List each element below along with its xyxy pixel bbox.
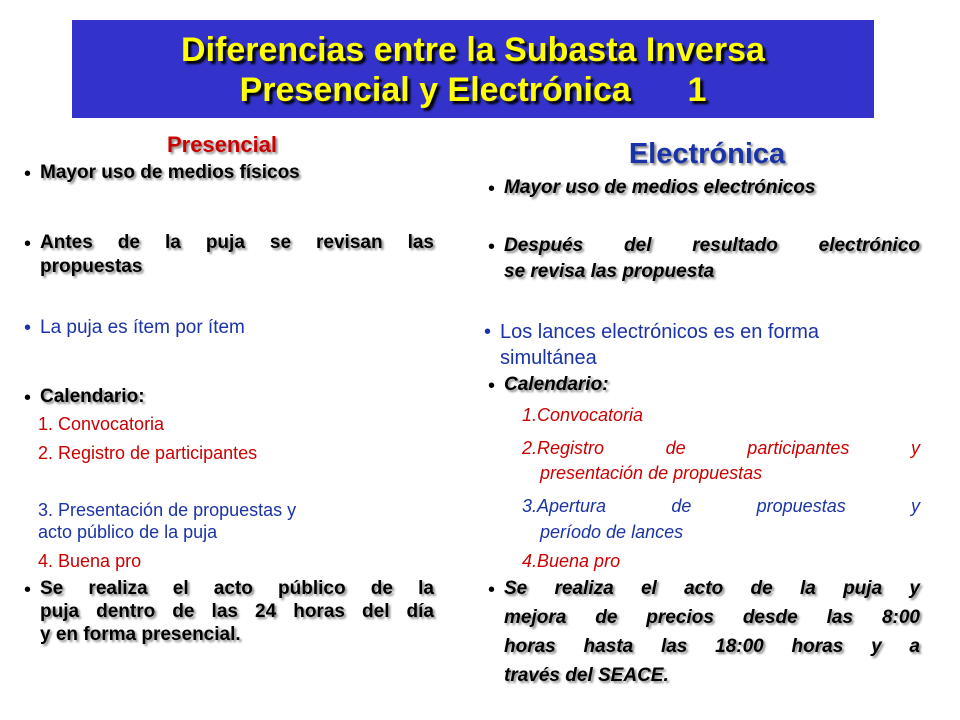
presencial-item-public-act-cont-2: y en forma presencial. (40, 624, 241, 645)
presencial-cal-presentacion-cont: acto público de la puja (38, 522, 218, 542)
electronica-item-simultaneous-cont: simultánea (500, 347, 597, 369)
electronica-item-review-after-cont: se revisa las propuesta (504, 261, 715, 282)
presencial-heading: Presencial (166, 132, 278, 157)
bullet-icon: • (24, 387, 32, 409)
bullet-icon: • (24, 579, 32, 601)
presencial-item-review-before: Antes de la puja se revisan las (40, 232, 434, 253)
presencial-item-public-act-cont-1: puja dentro de las 24 horas del día (40, 601, 434, 622)
bullet-icon: • (24, 317, 32, 339)
presencial-item-calendar: Calendario: (40, 386, 145, 407)
electronica-item-electronic-media: Mayor uso de medios electrónicos (504, 177, 816, 198)
presencial-cal-buena-pro: 4. Buena pro (38, 551, 142, 571)
presencial-item-public-act: Se realiza el acto público de la (40, 578, 434, 599)
electronica-item-auction-act-cont-1: mejora de precios desde las 8:00 (504, 607, 920, 628)
electronica-heading: Electrónica (628, 138, 786, 170)
bullet-icon: • (24, 233, 32, 255)
presencial-item-review-before-cont: propuestas (40, 256, 143, 277)
presencial-cal-registro: 2. Registro de participantes (38, 443, 258, 463)
electronica-item-simultaneous: Los lances electrónicos es en forma (500, 321, 820, 343)
presencial-cal-presentacion: 3. Presentación de propuestas y (38, 500, 297, 520)
electronica-item-auction-act: Se realiza el acto de la puja y (504, 578, 920, 599)
presencial-item-per-item: La puja es ítem por ítem (40, 317, 245, 338)
electronica-cal-apertura: 3.Apertura de propuestas y (522, 496, 920, 516)
electronica-cal-apertura-cont: período de lances (540, 522, 684, 542)
bullet-icon: • (488, 579, 496, 601)
electronica-cal-registro: 2.Registro de participantes y (522, 438, 920, 458)
presencial-cal-convocatoria: 1. Convocatoria (38, 414, 165, 434)
slide-title-line-1: Diferencias entre la Subasta Inversa (181, 31, 765, 69)
presencial-item-physical-media: Mayor uso de medios físicos (40, 162, 300, 183)
bullet-icon: • (484, 321, 492, 343)
electronica-item-auction-act-cont-2: horas hasta las 18:00 horas y a (504, 636, 920, 657)
electronica-item-review-after: Después del resultado electrónico (504, 235, 920, 256)
slide-title-line-2: Presencial y Electrónica 1 (239, 71, 707, 109)
electronica-cal-convocatoria: 1.Convocatoria (522, 405, 644, 425)
electronica-cal-buena-pro: 4.Buena pro (522, 551, 621, 571)
electronica-item-calendar: Calendario: (504, 374, 609, 395)
bullet-icon: • (488, 375, 496, 397)
slide-title-banner (72, 20, 874, 118)
electronica-cal-registro-cont: presentación de propuestas (540, 463, 763, 483)
bullet-icon: • (488, 236, 496, 258)
electronica-item-auction-act-cont-3: través del SEACE. (504, 665, 669, 686)
bullet-icon: • (24, 163, 32, 185)
bullet-icon: • (488, 178, 496, 200)
